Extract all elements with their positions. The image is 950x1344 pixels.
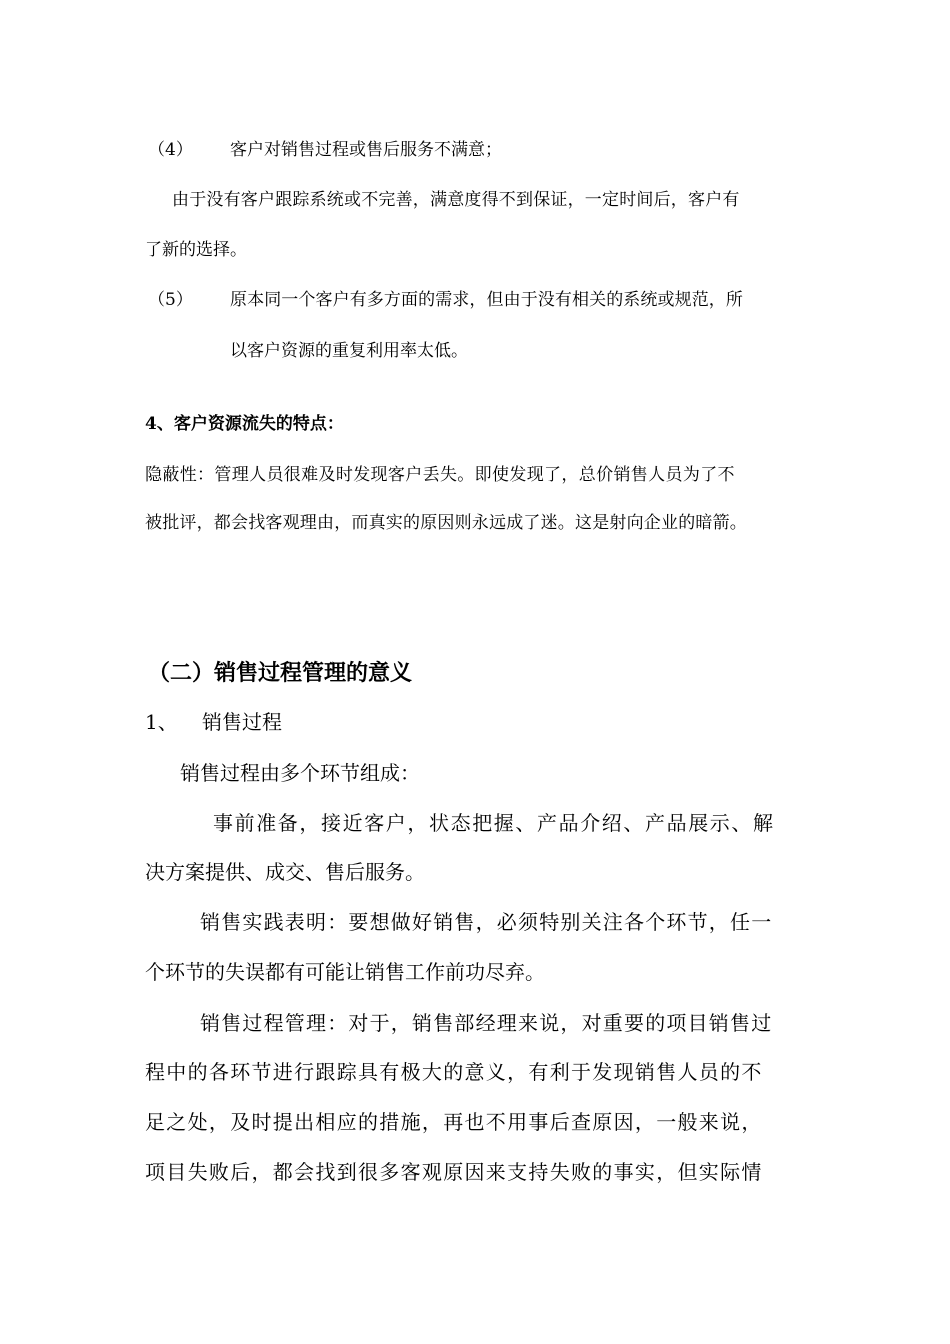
sales-process-intro: 销售过程由多个环节组成： [180,761,420,785]
item-5-text-line-2: 以客户资源的重复利用率太低。 [230,341,468,361]
concealment-paragraph-line-2: 被批评，都会找客观理由，而真实的原因则永远成了迷。这是射向企业的暗箭。 [145,513,747,533]
sales-practice-line-1: 销售实践表明：要想做好销售，必须特别关注各个环节，任一 [200,910,773,934]
sales-management-line-4: 项目失败后，都会找到很多客观原因来支持失败的事实，但实际情 [145,1160,763,1184]
subsection-number: 1、 [145,710,178,734]
item-4-description-line-2: 了新的选择。 [145,240,247,260]
sales-management-line-2: 程中的各环节进行跟踪具有极大的意义，有利于发现销售人员的不 [145,1060,763,1084]
item-4-description-text: 由于没有客户跟踪系统或不完善，满意度得不到保证，一定时间后，客户有 [172,190,740,210]
item-5-text-line-1: 原本同一个客户有多方面的需求，但由于没有相关的系统或规范，所 [230,290,743,310]
sales-steps-line-2: 决方案提供、成交、售后服务。 [145,860,425,884]
concealment-paragraph-line-1: 隐蔽性：管理人员很难及时发现客户丢失。即使发现了，总价销售人员为了不 [145,465,735,485]
sales-management-line-1: 销售过程管理：对于，销售部经理来说，对重要的项目销售过 [200,1011,773,1035]
sales-steps-line-1: 事前准备，接近客户，状态把握、产品介绍、产品展示、解 [213,811,775,835]
sales-practice-line-2: 个环节的失误都有可能让销售工作前功尽弃。 [145,960,545,984]
subsection-title: 销售过程 [202,710,282,734]
item-4-description-line-1 [172,192,805,209]
item-4-text: 客户对销售过程或售后服务不满意； [230,140,502,160]
section-heading-customer-loss-traits: 4、客户资源流失的特点： [145,414,344,434]
sales-management-line-3: 足之处，及时提出相应的措施，再也不用事后查原因，一般来说， [145,1110,763,1134]
item-5-number: （5） [148,290,193,310]
section-heading-sales-process-significance: （二）销售过程管理的意义 [148,660,413,686]
item-4-number: （4） [148,140,193,160]
